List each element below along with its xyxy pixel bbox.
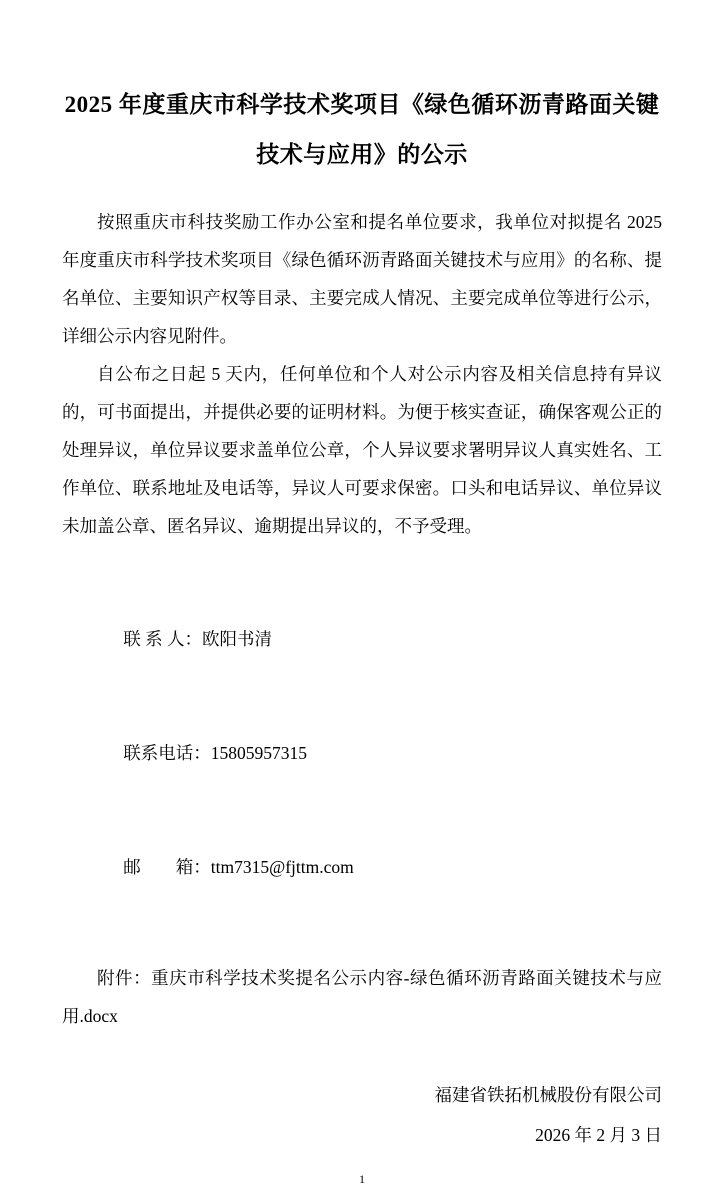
contact-phone-line xyxy=(97,696,662,810)
contact-phone-label: 联系电话： xyxy=(123,743,211,763)
contact-person-label: 联 系 人： xyxy=(123,629,202,649)
contact-email-label: 邮 箱： xyxy=(123,857,211,877)
contact-person-value: 欧阳书清 xyxy=(202,629,272,649)
body-paragraph-2: 自公布之日起 5 天内，任何单位和个人对公示内容及相关信息持有异议的，可书面提出，并提供必要的证明材料。为便于核实查证，确保客观公正的处理异议，单位异议要求盖单位公章，个人异议要求署明异议人真实姓名、工作单位、联系地址及电话等，异议人可要求保密。口头和电话异议、单位异议未加盖公章、匿名异议、逾期提出异议的，不予受理。 xyxy=(62,364,662,536)
signature-date: 2026 年 2 月 3 日 xyxy=(535,1125,662,1145)
body-paragraph-1: 按照重庆市科技奖励工作办公室和提名单位要求，我单位对拟提名 2025 年度重庆市科学技术奖项目《绿色循环沥青路面关键技术与应用》的名称、提名单位、主要知识产权等目录、主要完成人情况、主要完成单位等进行公示，详细公示内容见附件。 xyxy=(62,212,662,346)
contact-phone-value: 15805957315 xyxy=(210,743,307,763)
signature-company: 福建省铁拓机械股份有限公司 xyxy=(434,1085,662,1105)
contact-block xyxy=(62,582,662,924)
signature-block xyxy=(62,1075,662,1155)
contact-person-line xyxy=(97,582,662,696)
contact-email-line xyxy=(97,810,662,924)
contact-email-value: ttm7315@fjttm.com xyxy=(210,857,354,877)
attachment-line: 附件：重庆市科学技术奖提名公示内容-绿色循环沥青路面关键技术与应用.docx xyxy=(62,968,662,1026)
document-title: 2025 年度重庆市科学技术奖项目《绿色循环沥青路面关键技术与应用》的公示 xyxy=(64,92,660,167)
page-number: 1 xyxy=(359,1172,365,1186)
